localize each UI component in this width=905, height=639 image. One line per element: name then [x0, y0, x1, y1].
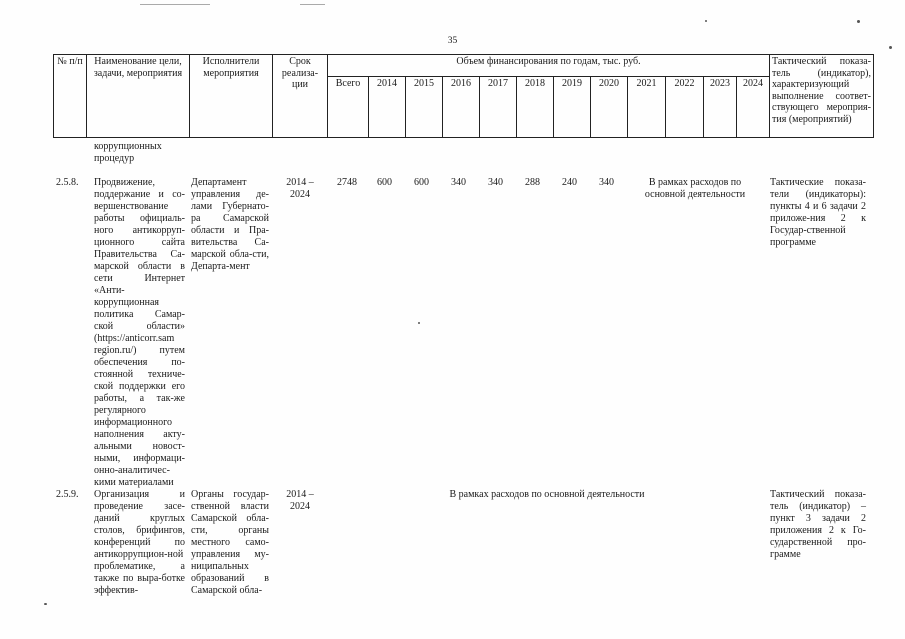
- header-year: 2018: [517, 77, 554, 138]
- scan-artifact-dot: [889, 46, 892, 49]
- header-year: 2021: [628, 77, 666, 138]
- page-number: 35: [447, 36, 458, 46]
- header-funding: Объем финансирования по годам, тыс. руб.: [328, 55, 770, 77]
- row-funding-note: В рамках расходов по основной деятельности: [644, 177, 746, 200]
- scan-artifact-line: [300, 4, 325, 5]
- row-executors: Органы государ-ственной власти Самарской обла-сти, органы местного само-управления му-ниципальных образований в Самарской обла-: [191, 489, 269, 596]
- row-executors: Департамент управления де-лами Губернато-ра Самарской области и Пра-вительства Са-марской обла-сти, Департа-мент: [191, 177, 269, 272]
- header-year: 2022: [666, 77, 704, 138]
- row-funding-note: В рамках расходов по основной деятельности: [449, 489, 645, 500]
- row-number: 2.5.8.: [56, 177, 79, 188]
- header-name: Наименование цели, задачи, мероприятия: [87, 55, 190, 138]
- row-name: Продвижение, поддержание и со-вершенствование работы официаль-ного антикорруп-ционного сайта Правительства Са-марской области в сети Интернет «Анти-коррупционная политика Самар-ской области» (https://anticorr.sam region.ru/) путем обеспечения по-стоянной техниче-ской поддержки его работы, а так-же регулярного информационного наполнения акту-альными новост-ными, информаци-онно-аналитичес-кими материалами: [94, 177, 185, 488]
- header-year: 2016: [443, 77, 480, 138]
- header-year: 2017: [480, 77, 517, 138]
- header-year: 2014: [369, 77, 406, 138]
- header-year-total: Всего: [328, 77, 369, 138]
- table-header: [53, 54, 874, 138]
- header-year: 2019: [554, 77, 591, 138]
- header-year: 2015: [406, 77, 443, 138]
- header-number: № п/п: [54, 55, 87, 138]
- amount-2014: 600: [377, 177, 392, 188]
- amount-2017: 340: [488, 177, 503, 188]
- continuation-text: коррупционных процедур: [94, 141, 162, 164]
- amount-2016: 340: [451, 177, 466, 188]
- header-executors: Исполнители мероприятия: [190, 55, 273, 138]
- amount-2019: 240: [562, 177, 577, 188]
- header-indicator: Тактический показа-тель (индикатор), характеризующий выполнение соответ-ствующего мероприя-тия (мероприятий): [770, 55, 874, 138]
- row-term: 2014 – 2024: [286, 489, 314, 512]
- row-indicator: Тактический показа-тель (индикатор) – пункт 3 задачи 2 приложения 2 к Го-сударственной про-грамме: [770, 489, 866, 560]
- row-number: 2.5.9.: [56, 489, 79, 500]
- amount-total: 2748: [337, 177, 357, 188]
- row-name: Организация и проведение засе-даний круглых столов, брифингов, конференций по антикоррупцион-ной проблематике, а также по выра-ботке эффектив-: [94, 489, 185, 596]
- header-year: 2020: [591, 77, 628, 138]
- row-term: 2014 – 2024: [286, 177, 314, 200]
- scan-artifact-dot: [418, 322, 420, 324]
- header-year: 2023: [704, 77, 737, 138]
- amount-2018: 288: [525, 177, 540, 188]
- scan-artifact-dot: [857, 20, 860, 23]
- scan-artifact-dot: [44, 603, 47, 605]
- scan-artifact-dot: [705, 20, 707, 22]
- header-year: 2024: [737, 77, 770, 138]
- scan-artifact-line: [140, 4, 210, 5]
- row-indicator: Тактические показа-тели (индикаторы): пункты 4 и 6 задачи 2 приложе-ния 2 к Государ-ственной программе: [770, 177, 866, 248]
- amount-2015: 600: [414, 177, 429, 188]
- header-term: Срок реализа-ции: [273, 55, 328, 138]
- amount-2020: 340: [599, 177, 614, 188]
